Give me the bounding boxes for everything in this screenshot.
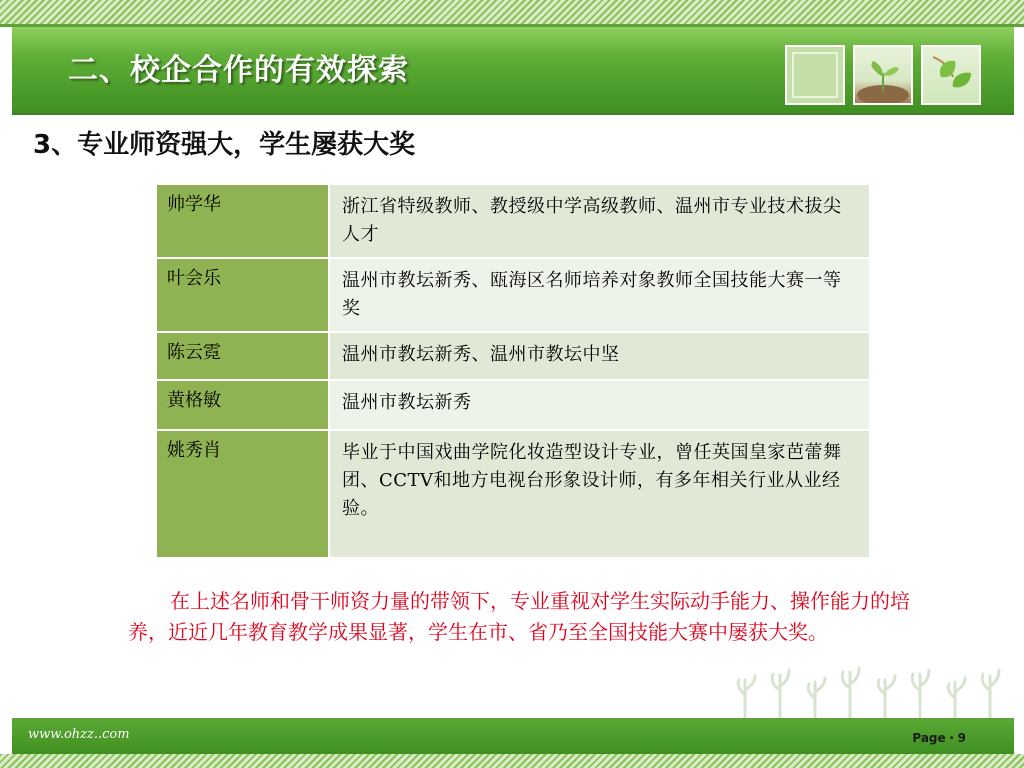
teacher-name: 黄格敏: [156, 380, 329, 430]
leaves-tile-icon: [921, 45, 981, 105]
teacher-desc: 温州市教坛新秀、瓯海区名师培养对象教师全国技能大赛一等奖: [329, 258, 870, 332]
teacher-name: 帅学华: [156, 184, 329, 258]
table-row: [156, 184, 870, 258]
teacher-table: [155, 183, 871, 559]
table-row: [156, 258, 870, 332]
teacher-desc: 毕业于中国戏曲学院化妆造型设计专业，曾任英国皇家芭蕾舞团、CCTV和地方电视台形象设计师，有多年相关行业从业经验。: [329, 430, 870, 558]
footer-bar: [12, 720, 1014, 754]
table-row: [156, 380, 870, 430]
table-row: [156, 332, 870, 380]
section-subtitle: 3、专业师资强大，学生屡获大奖: [33, 130, 416, 160]
slide-title: 二、校企合作的有效探索: [68, 53, 409, 88]
top-stripe: [0, 0, 1024, 24]
sprout-tile-icon: [785, 45, 845, 105]
seedling-soil-icon: [853, 45, 913, 105]
summary-paragraph: 在上述名师和骨干师资力量的带领下，专业重视对学生实际动手能力、操作能力的培养，近近几年教育教学成果显著，学生在市、省乃至全国技能大赛中屡获大奖。: [128, 589, 910, 644]
teacher-name: 姚秀肖: [156, 430, 329, 558]
teacher-name: 叶会乐: [156, 258, 329, 332]
page-number: Page・9: [912, 731, 966, 745]
footer-url: www.ohzz..com: [28, 727, 130, 742]
teacher-desc: 温州市教坛新秀: [329, 380, 870, 430]
grass-decoration-icon: [735, 660, 1015, 720]
teacher-name: 陈云霓: [156, 332, 329, 380]
teacher-desc: 浙江省特级教师、教授级中学高级教师、温州市专业技术拔尖人才: [329, 184, 870, 258]
footer-stripe: [0, 754, 1024, 768]
table-row: [156, 430, 870, 558]
teacher-desc: 温州市教坛新秀、温州市教坛中坚: [329, 332, 870, 380]
